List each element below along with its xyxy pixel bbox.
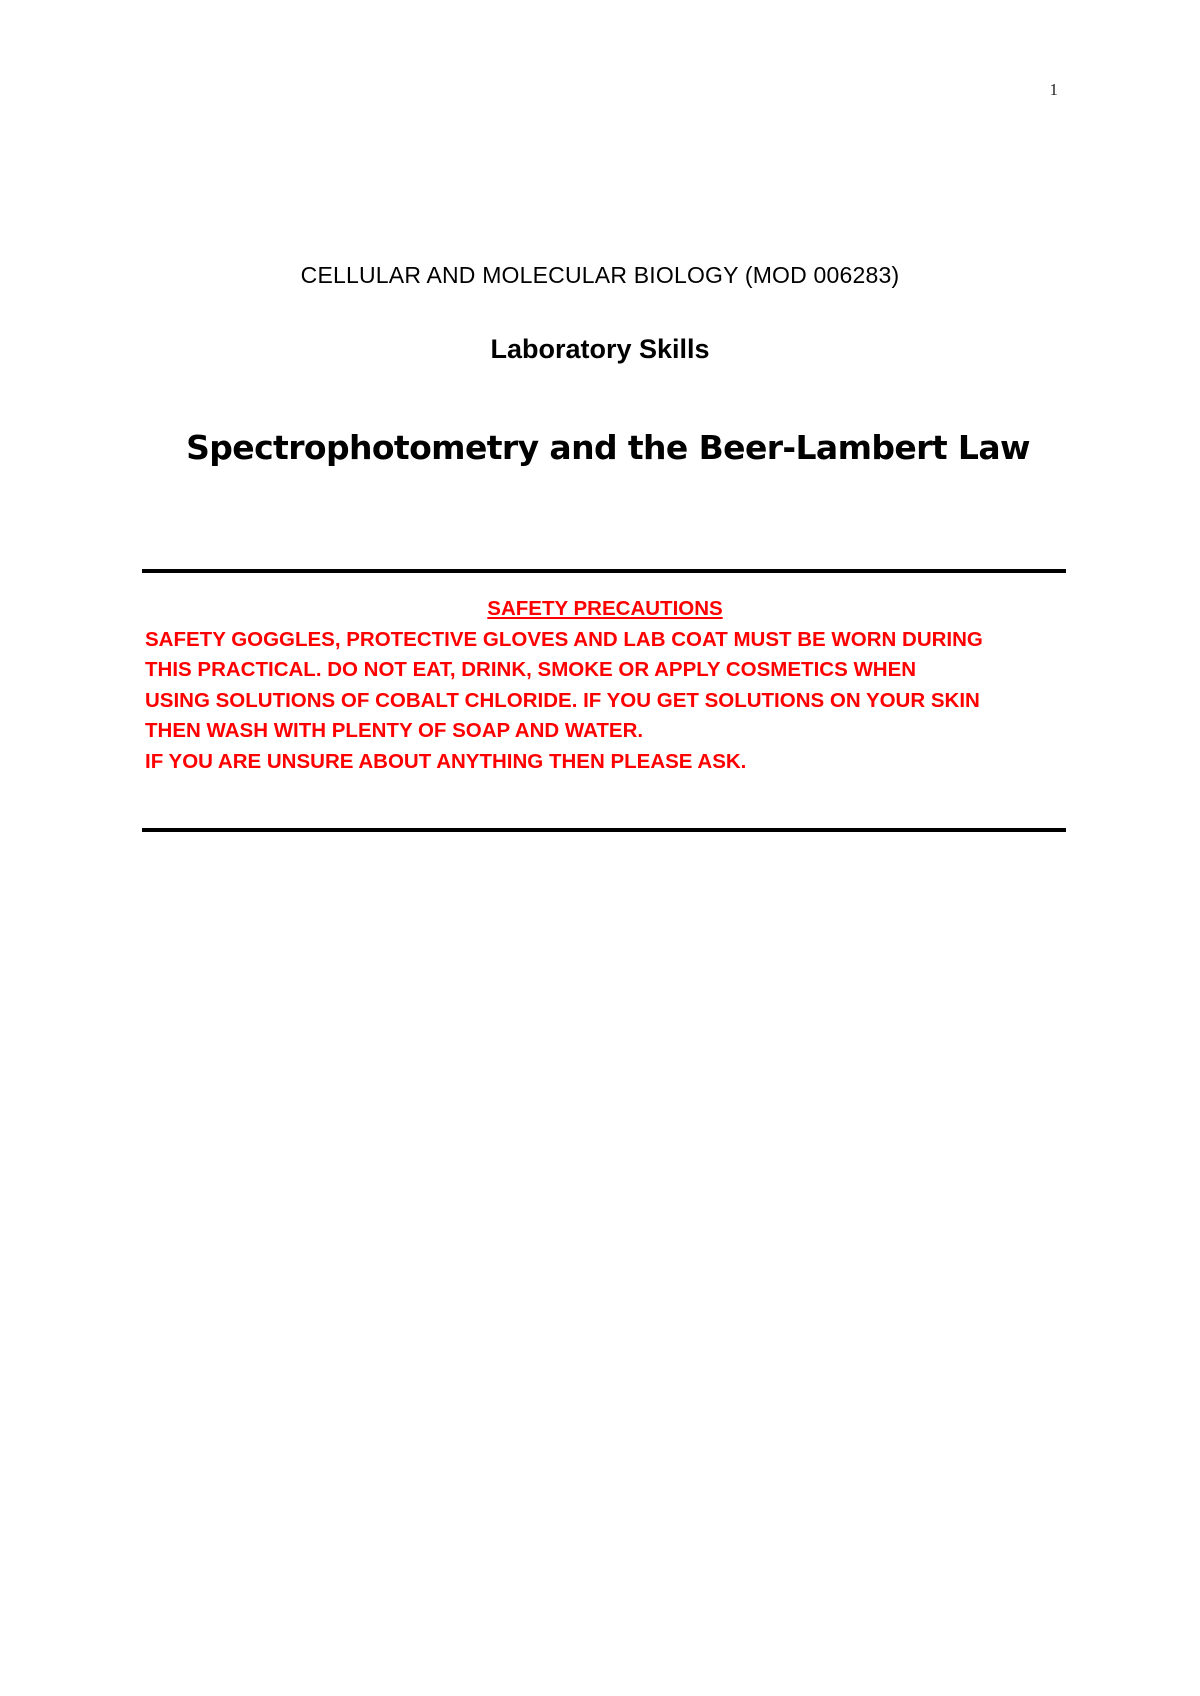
safety-body: SAFETY GOGGLES, PROTECTIVE GLOVES AND LAB COAT MUST BE WORN DURING THIS PRACTICAL. DO NOT EAT, DRINK, SMOKE OR APPLY COSMETICS WHEN USING SOLUTIONS OF COBALT CHLORIDE. IF YOU GET SOLUTIONS ON YOUR SKIN THEN WASH WITH PLENTY OF SOAP AND WATER. [145,627,983,742]
divider-top [142,569,1066,573]
document-subtitle: Laboratory Skills [490,334,710,364]
page-number: 1 [1049,80,1058,99]
course-title: CELLULAR AND MOLECULAR BIOLOGY (MOD 006283) [300,262,900,288]
safety-precautions-section [145,594,1065,777]
safety-heading: SAFETY PRECAUTIONS [487,597,723,620]
safety-footer: IF YOU ARE UNSURE ABOUT ANYTHING THEN PLEASE ASK. [145,749,747,773]
page-title: Spectrophotometry and the Beer-Lambert Law [186,428,1030,467]
divider-bottom [142,828,1066,832]
